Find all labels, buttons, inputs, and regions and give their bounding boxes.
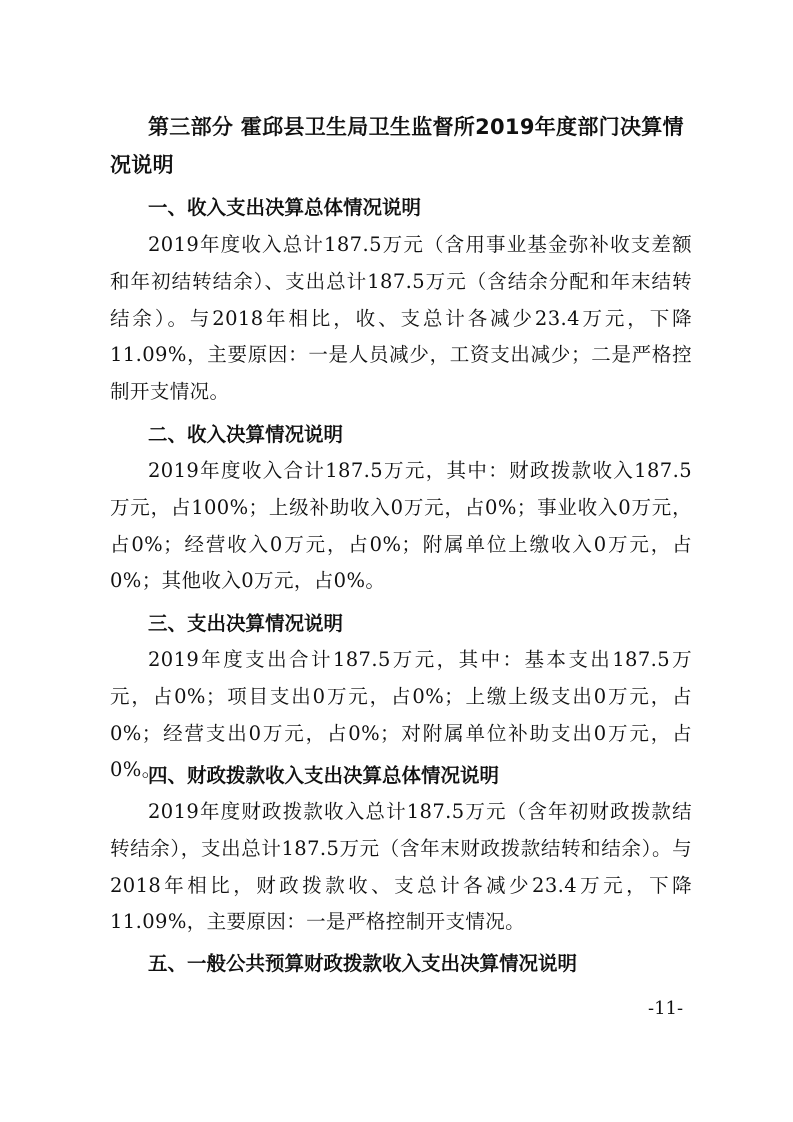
section-heading-income: 二、收入决算情况说明 <box>148 423 344 446</box>
section-heading-fiscal-appropriation-overview: 四、财政拨款收入支出决算总体情况说明 <box>148 764 500 787</box>
section-paragraph-fiscal-appropriation-overview: 2019年度财政拨款收入总计187.5万元（含年初财政拨款结转结余），支出总计187.5万元（含年末财政拨款结转和结余）。与2018年相比，财政拨款收、支总计各减少23.4万元，下降11.09%，主要原因：一是严格控制开支情况。 <box>110 800 692 934</box>
document-title: 第三部分 霍邱县卫生局卫生监督所2019年度部门决算情况说明 <box>110 115 684 177</box>
section-heading-general-public-budget: 五、一般公共预算财政拨款收入支出决算情况说明 <box>148 952 578 975</box>
section-paragraph-income-expenditure-overview: 2019年度收入总计187.5万元（含用事业基金弥补收支差额和年初结转结余）、支出总计187.5万元（含结余分配和年末结转结余）。与2018年相比，收、支总计各减少23.4万元，下降11.09%，主要原因：一是人员减少，工资支出减少；二是严格控制开支情况。 <box>110 233 692 404</box>
section-paragraph-expenditure: 2019年度支出合计187.5万元，其中：基本支出187.5万元，占0%；项目支出0万元，占0%；上缴上级支出0万元，占0%；经营支出0万元，占0%；对附属单位补助支出0万元，占0%。 <box>110 648 692 782</box>
page-number: -11- <box>648 998 684 1019</box>
section-heading-expenditure: 三、支出决算情况说明 <box>148 612 344 635</box>
section-paragraph-income: 2019年度收入合计187.5万元，其中：财政拨款收入187.5万元，占100%；上级补助收入0万元，占0%；事业收入0万元，占0%；经营收入0万元，占0%；附属单位上缴收入0万元，占0%；其他收入0万元，占0%。 <box>110 459 692 593</box>
section-heading-income-expenditure-overview: 一、收入支出决算总体情况说明 <box>148 196 422 219</box>
